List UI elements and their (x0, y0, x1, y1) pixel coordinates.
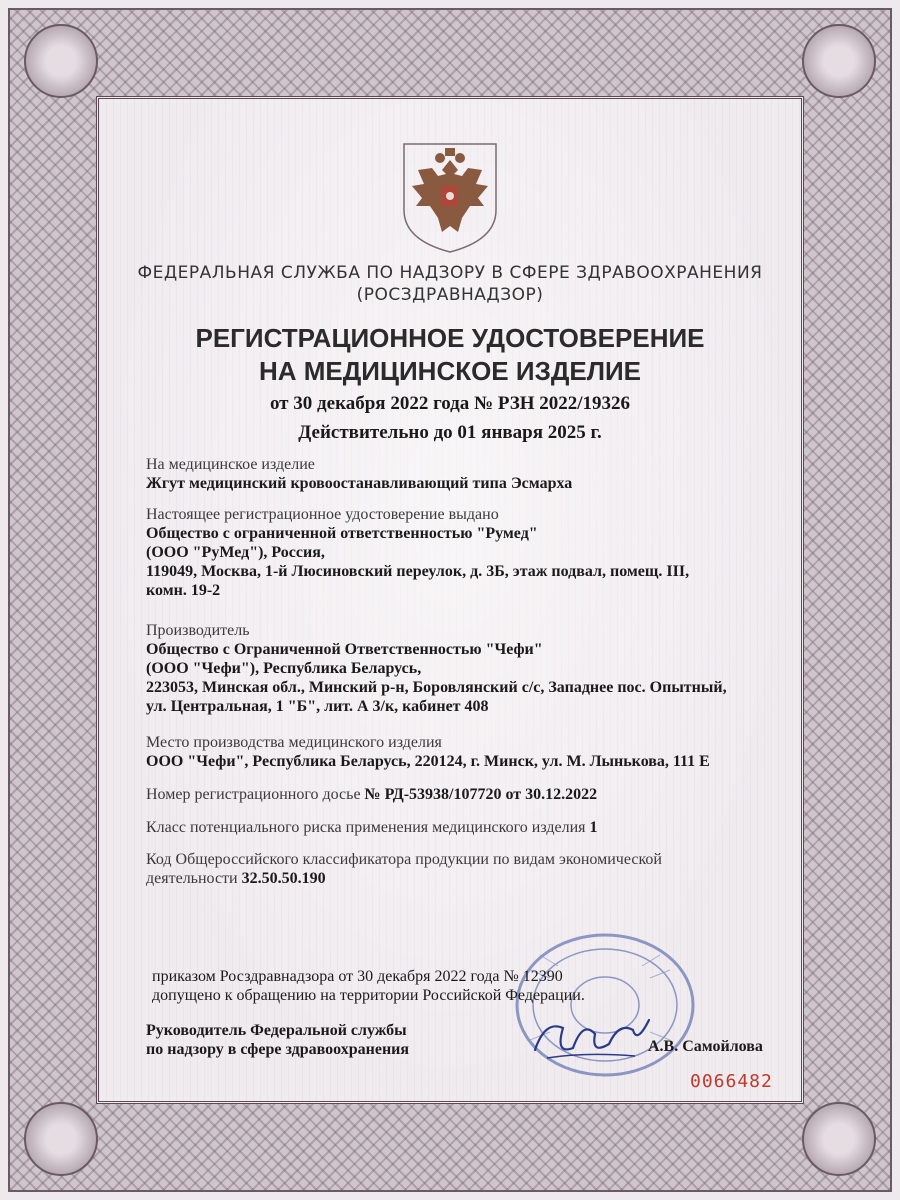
agency-line-2: (РОСЗДРАВНАДЗОР) (356, 285, 544, 305)
holder-line-1: Общество с ограниченной ответственностью "Румед" (146, 525, 538, 542)
registration-date-number: от 30 декабря 2022 года № РЗН 2022/19326 (269, 393, 631, 414)
device-name: Жгут медицинский кровоостанавливающий типа Эсмарха (146, 475, 573, 492)
corner-ornament (24, 24, 98, 98)
manufacturer-label: Производитель (146, 622, 250, 639)
device-label: На медицинское изделие (146, 456, 315, 473)
holder-line-3: 119049, Москва, 1-й Люсиновский переулок, д. 3Б, этаж подвал, помещ. III, (146, 563, 690, 580)
signer-name: А.В. Самойлова (648, 1038, 763, 1055)
coat-of-arms-emblem (398, 140, 502, 256)
corner-ornament (24, 1102, 98, 1176)
corner-ornament (802, 24, 876, 98)
holder-line-4: комн. 19-2 (146, 582, 221, 599)
holder-section (146, 505, 786, 600)
manufacturer-line-3: 223053, Минская обл., Минский р-н, Боровлянский с/с, Западнее пос. Опытный, (146, 679, 727, 696)
corner-ornament (802, 1102, 876, 1176)
head-title-line-2: по надзору в сфере здравоохранения (146, 1041, 410, 1058)
agency-line-1: ФЕДЕРАЛЬНАЯ СЛУЖБА ПО НАДЗОРУ В СФЕРЕ ЗДРАВООХРАНЕНИЯ (137, 263, 763, 283)
production-site-label: Место производства медицинского изделия (146, 734, 442, 751)
okpd-value: 32.50.50.190 (241, 870, 326, 887)
order-reference (152, 967, 585, 1005)
title-line-2: НА МЕДИЦИНСКОЕ ИЗДЕЛИЕ (259, 356, 641, 386)
dossier-label: Номер регистрационного досье (146, 786, 361, 803)
head-title (146, 1021, 409, 1059)
title-line-1: РЕГИСТРАЦИОННОЕ УДОСТОВЕРЕНИЕ (195, 323, 705, 353)
device-section (146, 455, 786, 493)
holder-line-2: (ООО "РуМед"), Россия, (146, 544, 325, 561)
validity-date: Действительно до 01 января 2025 г. (298, 422, 602, 443)
dossier-value: № РД-53938/107720 от 30.12.2022 (364, 786, 598, 803)
risk-class-section (146, 818, 786, 837)
okpd-label-line-1: Код Общероссийского классификатора продукции по видам экономической (146, 851, 662, 868)
manufacturer-line-4: ул. Центральная, 1 "Б", лит. А 3/к, кабинет 408 (146, 698, 489, 715)
production-site-value: ООО "Чефи", Республика Беларусь, 220124, г. Минск, ул. М. Лынькова, 111 Е (146, 753, 710, 770)
risk-class-value: 1 (589, 819, 598, 836)
production-site-section (146, 733, 786, 771)
document-title (0, 322, 900, 388)
risk-class-label: Класс потенциального риска применения медицинского изделия (146, 819, 586, 836)
manufacturer-line-1: Общество с Ограниченной Ответственностью "Чефи" (146, 641, 543, 658)
agency-name (0, 262, 900, 306)
okpd-label-line-2: деятельности (146, 870, 238, 887)
serial-number: 0066482 (690, 1071, 773, 1092)
dossier-section (146, 785, 786, 804)
manufacturer-section (146, 621, 786, 716)
order-line-1: приказом Росздравнадзора от 30 декабря 2022 года № 12390 (152, 968, 563, 985)
manufacturer-line-2: (ООО "Чефи"), Республика Беларусь, (146, 660, 422, 677)
okpd-section (146, 850, 786, 888)
holder-label: Настоящее регистрационное удостоверение выдано (146, 506, 499, 523)
head-title-line-1: Руководитель Федеральной службы (146, 1022, 407, 1039)
handwritten-signature (525, 1000, 655, 1070)
order-line-2: допущено к обращению на территории Российской Федерации. (152, 987, 585, 1004)
